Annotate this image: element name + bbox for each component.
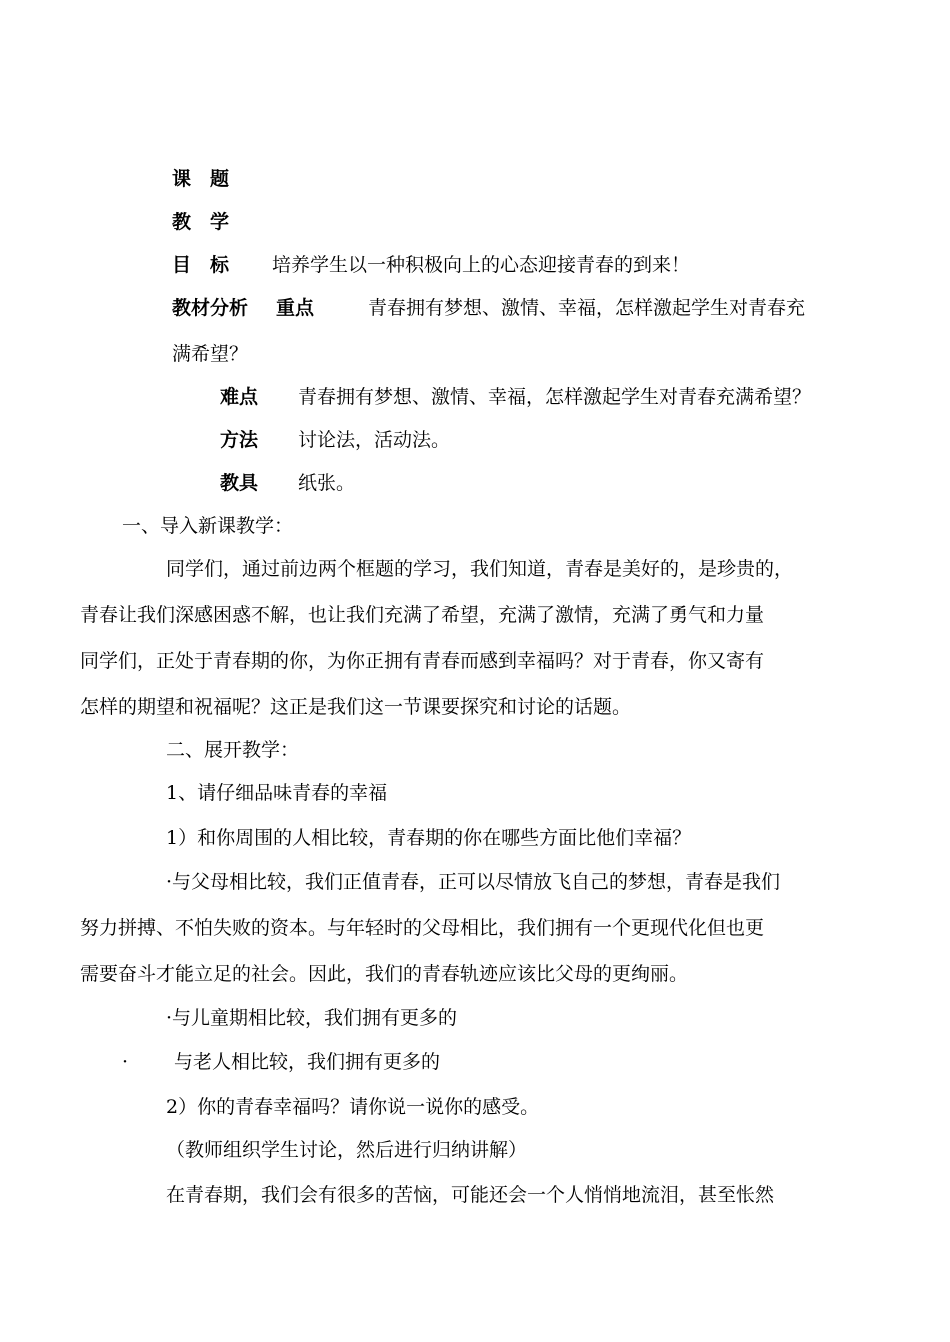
item1: 1、请仔细品味青春的幸福 [166, 782, 388, 804]
key-point-label: 重点 [276, 297, 315, 319]
difficulty-text: 青春拥有梦想、激情、幸福，怎样激起学生对青春充满希望？ [298, 386, 812, 408]
para1-line2: 青春让我们深感困惑不解，也让我们充满了希望，充满了激情，充满了勇气和力量 [80, 604, 765, 626]
method-label: 方法 [220, 429, 259, 451]
teacher-note: （教师组织学生讨论，然后进行归纳讲解） [166, 1139, 528, 1161]
difficulty-label: 难点 [220, 386, 259, 408]
bullet1-line2: 努力拼搏、不怕失败的资本。与年轻时的父母相比，我们拥有一个更现代化但也更 [80, 917, 765, 939]
question2: 2）你的青春幸福吗？请你说一说你的感受。 [166, 1096, 540, 1118]
bullet1-line1: ·与父母相比较，我们正值青春，正可以尽情放飞自己的梦想，青春是我们 [166, 871, 781, 893]
tools-text: 纸张。 [298, 472, 356, 494]
topic-label: 课 题 [172, 168, 230, 190]
key-point-text-cont: 满希望？ [172, 343, 249, 365]
analysis-label: 教材分析 [172, 297, 249, 319]
goal-label-line1: 教 学 [172, 211, 230, 233]
para1-line3: 同学们，正处于青春期的你，为你正拥有青春而感到幸福吗？对于青春，你又寄有 [80, 650, 765, 672]
bullet2: ·与儿童期相比较，我们拥有更多的 [166, 1007, 458, 1029]
section2-title: 二、展开教学： [166, 739, 300, 761]
key-point-text: 青春拥有梦想、激情、幸福，怎样激起学生对青春充 [368, 297, 806, 319]
question1: 1）和你周围的人相比较，青春期的你在哪些方面比他们幸福？ [166, 827, 692, 849]
para1-line1: 同学们，通过前边两个框题的学习，我们知道，青春是美好的，是珍贵的， [166, 558, 794, 580]
bullet1-line3: 需要奋斗才能立足的社会。因此，我们的青春轨迹应该比父母的更绚丽。 [80, 963, 689, 985]
goal-label-line2: 目 标 [172, 254, 230, 276]
bullet3: 与老人相比较，我们拥有更多的 [174, 1051, 441, 1073]
para1-line4: 怎样的期望和祝福呢？这正是我们这一节课要探究和讨论的话题。 [80, 696, 632, 718]
tools-label: 教具 [220, 472, 259, 494]
last-line: 在青春期，我们会有很多的苦恼，可能还会一个人悄悄地流泪，甚至怅然 [166, 1184, 775, 1206]
goal-text: 培养学生以一种积极向上的心态迎接青春的到来！ [272, 254, 691, 276]
bullet3-dot: · [122, 1051, 129, 1073]
section1-title: 一、导入新课教学： [122, 515, 294, 537]
method-text: 讨论法，活动法。 [298, 429, 451, 451]
